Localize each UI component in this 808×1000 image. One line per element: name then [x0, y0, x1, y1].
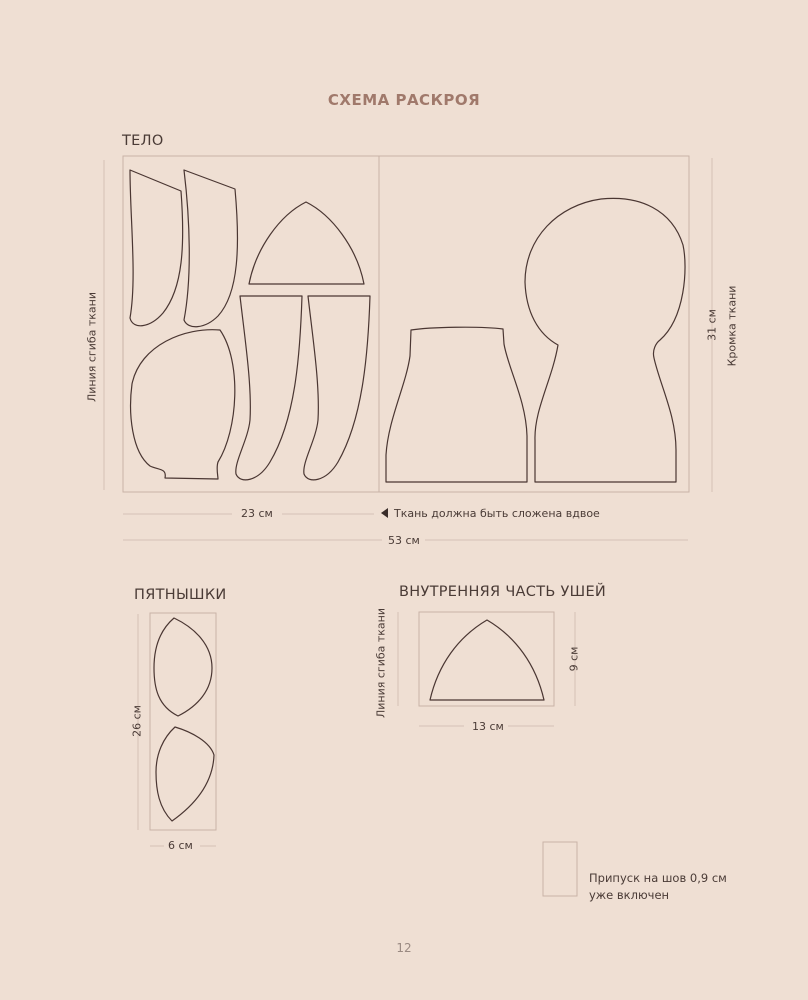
selvage-label: Кромка ткани — [725, 285, 739, 367]
pattern-piece-body-lower — [386, 327, 527, 482]
seam-allowance-swatch — [543, 842, 577, 896]
page-number: 12 — [396, 941, 412, 955]
body-total-width-label: 53 см — [388, 534, 420, 547]
spots-height-label: 26 см — [130, 705, 144, 737]
body-height-label: 31 см — [705, 309, 719, 341]
pattern-piece-spot-1 — [154, 618, 212, 716]
seam-allowance-note-line-1: Припуск на шов 0,9 см — [589, 871, 727, 885]
seam-allowance-legend — [543, 842, 577, 896]
pattern-piece-round — [131, 330, 235, 479]
fold-instruction-text: Ткань должна быть сложена вдвое — [394, 507, 600, 520]
pattern-piece-spot-2 — [156, 727, 214, 821]
body-half-width-label: 23 см — [241, 507, 273, 520]
spots-layout — [138, 613, 216, 846]
inner-ear-height-label: 9 см — [567, 646, 581, 672]
page-title: СХЕМА РАСКРОЯ — [327, 91, 481, 109]
pattern-piece-leg-3 — [236, 296, 302, 480]
seam-allowance-note — [589, 870, 727, 904]
fold-arrow-icon — [381, 508, 388, 518]
pattern-piece-inner-ear — [430, 620, 544, 700]
body-layout — [104, 156, 712, 540]
body-fold-line-label: Линия сгиба ткани — [85, 291, 99, 403]
pattern-piece-leg-4 — [304, 296, 370, 480]
spots-section-heading: ПЯТНЫШКИ — [134, 587, 227, 603]
body-section-heading: ТЕЛО — [122, 133, 164, 149]
inner-ear-fabric-frame — [419, 612, 554, 706]
pattern-piece-leg-2 — [184, 170, 238, 327]
inner-ear-layout — [398, 612, 575, 726]
pattern-piece-ear — [249, 202, 364, 284]
pattern-piece-head-body — [525, 198, 685, 482]
inner-ear-fold-line-label: Линия сгиба ткани — [374, 607, 388, 719]
inner-ear-width-label: 13 см — [472, 720, 504, 733]
pattern-piece-leg-1 — [130, 170, 183, 326]
seam-allowance-note-line-2: уже включен — [589, 888, 670, 902]
spots-width-label: 6 см — [168, 839, 193, 852]
inner-ear-section-heading: ВНУТРЕННЯЯ ЧАСТЬ УШЕЙ — [399, 584, 607, 600]
